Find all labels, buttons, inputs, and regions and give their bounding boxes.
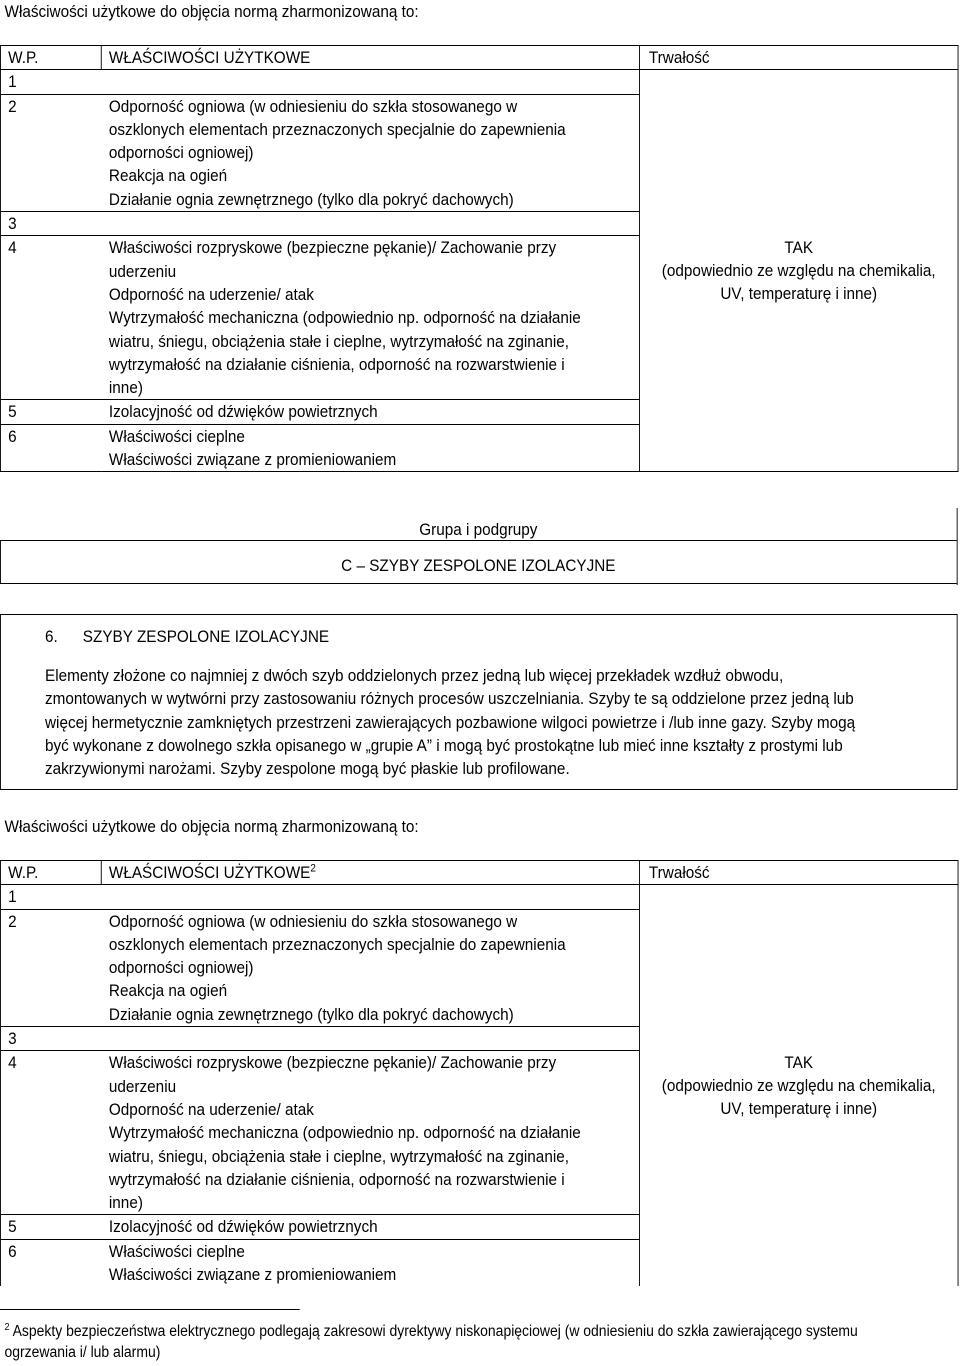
property-description [109,425,639,472]
header-wp: W.P. [0,46,101,70]
property-number: 1 [8,887,17,907]
property-row [1,909,639,1026]
property-line: Odporność na uderzenie/ atak [108,1099,314,1119]
durability-line: UV, temperaturę i inne) [720,284,878,304]
durability-line: TAK [784,237,814,257]
property-row [1,235,639,399]
properties-table [0,860,959,1286]
properties-list [0,885,639,1287]
body-line: zakrzywionymi narożami. Szyby zespolone mogą być płaskie lub profilowane. [45,759,570,779]
property-line: inne) [108,378,143,398]
header-durability: Trwałość [639,861,958,885]
footnote-marker: 2 [4,1321,10,1333]
body-line: być wykonane z dowolnego szkła opisanego w „grupie A” i mogą być prostokątne lub mieć inne kształty z prostymi lub [45,735,843,755]
footnote-text: Aspekty bezpieczeństwa elektrycznego podlegają zakresowi dyrektywy niskonapięciowej (w odniesieniu do szkła zawierającego systemu [12,1323,858,1340]
property-line: odporności ogniowej) [108,143,254,163]
section-title: SZYBY ZESPOLONE IZOLACYJNE [82,627,330,646]
property-line: oszklonych elementach przeznaczonych specjalnie do zapewnienia [108,119,566,139]
property-line: inne) [108,1193,143,1213]
property-description [109,95,639,211]
section-body [45,664,954,780]
property-line: Izolacyjność od dźwięków powietrznych [108,402,378,422]
property-line: Wytrzymałość mechaniczna (odpowiednio np. odporność na działanie [108,308,581,328]
property-number: 2 [8,911,17,931]
property-number: 1 [8,72,17,92]
header-properties: WŁAŚCIWOŚCI UŻYTKOWE [101,46,639,70]
property-line: wiatru, śniegu, obciążenia stałe i cieplne, wytrzymałość na zginanie, [108,1146,569,1166]
property-description [109,70,639,93]
header-properties-label: WŁAŚCIWOŚCI UŻYTKOWE [108,863,311,882]
property-line: odporności ogniowej) [108,958,254,978]
property-description [109,1027,639,1050]
property-line: Reakcja na ogień [108,166,228,186]
body-line: więcej hermetycznie zamkniętych przestrzeni zawierających pozbawione wilgoci powietrze i /lub inne gazy. Szyby mogą [45,712,856,732]
property-row [1,211,639,235]
footnote-ref: 2 [310,862,316,875]
property-number: 3 [8,1029,17,1049]
body-line: Elementy złożone co najmniej z dwóch szyb oddzielonych przez jedną lub więcej przekładek wzdłuż obwodu, [45,666,784,685]
property-line: Reakcja na ogień [108,981,228,1001]
header-wp: W.P. [0,861,101,885]
property-rows [1,70,639,471]
property-number: 5 [8,1217,17,1237]
section-heading: Właściwości użytkowe do objęcia normą zharmonizowaną to: [4,817,419,836]
property-number: 4 [8,1053,17,1073]
property-line: Odporność ogniowa (w odniesieniu do szkła stosowanego w [108,96,518,116]
group-label: Grupa i podgrupy [419,520,538,539]
property-line: Odporność na uderzenie/ atak [108,284,314,304]
property-line: oszklonych elementach przeznaczonych specjalnie do zapewnienia [108,934,566,954]
property-rows [1,885,639,1286]
property-number: 6 [8,1241,17,1261]
group-value: C – SZYBY ZESPOLONE IZOLACYJNE [341,556,616,575]
durability-line: TAK [784,1052,814,1072]
property-line: Właściwości cieplne [108,1241,245,1261]
properties-list [0,70,639,472]
header-durability: Trwałość [639,46,958,70]
section-heading: Właściwości użytkowe do objęcia normą zharmonizowaną to: [4,2,419,21]
section-6-box [0,614,958,790]
property-line: Właściwości rozpryskowe (bezpieczne pękanie)/ Zachowanie przy [108,1053,557,1073]
property-line: Właściwości rozpryskowe (bezpieczne pękanie)/ Zachowanie przy [108,238,557,258]
property-row [1,1214,639,1238]
footnote-separator [0,1309,300,1310]
property-line: uderzeniu [108,1076,177,1096]
durability-cell [639,70,958,472]
header-properties [101,861,639,885]
property-line: Właściwości cieplne [108,426,245,446]
property-line: uderzeniu [108,261,177,281]
property-line: Właściwości związane z promieniowaniem [108,450,397,470]
property-line: Właściwości związane z promieniowaniem [108,1265,397,1285]
property-line: wiatru, śniegu, obciążenia stałe i cieplne, wytrzymałość na zginanie, [108,331,569,351]
footnote [5,1321,950,1363]
property-row [1,885,639,908]
durability-value [640,1051,958,1121]
durability-value [640,236,958,306]
property-number: 2 [8,96,17,116]
property-number: 5 [8,402,17,422]
property-description [109,400,639,423]
property-description [109,1051,639,1214]
property-line: wytrzymałość na działanie ciśnienia, odporność na rozwarstwienie i [108,1169,565,1189]
property-number: 4 [8,238,17,258]
durability-cell [639,885,958,1287]
group-box [0,508,958,585]
property-description [109,1240,639,1287]
property-row [1,424,639,472]
property-row [1,94,639,211]
property-line: Działanie ognia zewnętrznego (tylko dla pokryć dachowych) [108,1004,514,1024]
property-line: wytrzymałość na działanie ciśnienia, odporność na rozwarstwienie i [108,354,565,374]
property-line: Izolacyjność od dźwięków powietrznych [108,1217,378,1237]
durability-line: (odpowiednio ze względu na chemikalia, [661,1076,936,1096]
property-number: 6 [8,426,17,446]
property-description [109,885,639,908]
property-row [1,1050,639,1214]
property-row [1,1239,639,1287]
property-row [1,1026,639,1050]
property-row [1,399,639,423]
body-line: zmontowanych w wytwórni przy zastosowaniu różnych procesów uszczelniania. Szyby te są oddzielone przez jedną lub [45,689,854,709]
property-number: 3 [8,214,17,234]
property-description [109,1215,639,1238]
section-number: 6. [45,627,58,646]
property-line: Odporność ogniowa (w odniesieniu do szkła stosowanego w [108,911,518,931]
footnote-text-2: ogrzewania i/ lub alarmu) [4,1344,161,1361]
property-row [1,70,639,93]
properties-table [0,45,959,472]
property-line: Wytrzymałość mechaniczna (odpowiednio np. odporność na działanie [108,1123,581,1143]
property-description [109,236,639,399]
property-description [109,910,639,1026]
property-description [109,212,639,235]
durability-line: UV, temperaturę i inne) [720,1099,878,1119]
property-line: Działanie ognia zewnętrznego (tylko dla pokryć dachowych) [108,189,514,209]
durability-line: (odpowiednio ze względu na chemikalia, [661,261,936,281]
